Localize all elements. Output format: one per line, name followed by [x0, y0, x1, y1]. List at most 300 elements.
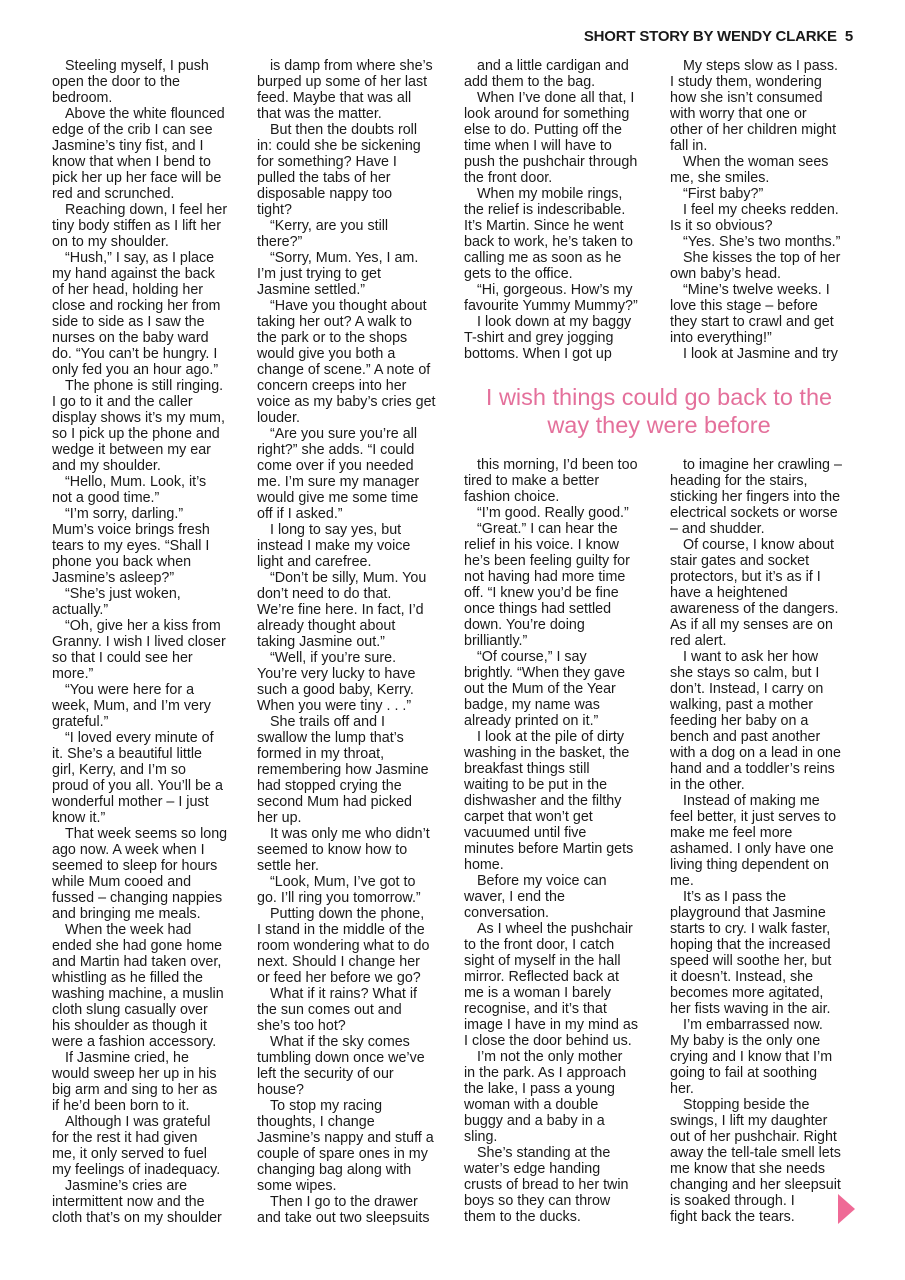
text-line: bench and past another [670, 729, 821, 745]
text-line: tumbling down once we’ve [257, 1050, 425, 1066]
text-line: intermittent now and the [52, 1194, 205, 1210]
text-column-1 [52, 58, 234, 1228]
paragraph [257, 874, 439, 906]
text-line: “I’m sorry, darling.” [65, 506, 184, 522]
text-line: swings, I lift my daughter [670, 1113, 828, 1129]
text-line: how she isn’t consumed [670, 90, 823, 106]
paragraph [670, 186, 852, 202]
text-line: her. [670, 1081, 694, 1097]
text-line: waiting to be put in the [464, 777, 608, 793]
text-line: I want to ask her how [683, 649, 819, 665]
text-line: Then I go to the drawer [270, 1194, 418, 1210]
text-line: vacuumed until five [464, 825, 587, 841]
text-line: T-shirt and grey jogging [464, 330, 614, 346]
page-number: 5 [844, 28, 853, 45]
text-line: and a little cardigan and [477, 58, 629, 74]
paragraph [257, 122, 439, 218]
text-line: pulled the tabs of her [257, 170, 391, 186]
paragraph [257, 298, 439, 426]
text-line: already printed on it.” [464, 713, 599, 729]
paragraph [464, 186, 646, 282]
text-line: favourite Yummy Mummy?” [464, 298, 638, 314]
text-line: me, she smiles. [670, 170, 770, 186]
text-line: me. I’m sure my manager [257, 474, 420, 490]
text-line: concern creeps into her [257, 378, 407, 394]
text-line: tears to my eyes. “Shall I [52, 538, 210, 554]
text-line: taking Jasmine out.” [257, 634, 385, 650]
text-line: My steps slow as I pass. [683, 58, 838, 74]
text-line: in: could she be sickening [257, 138, 421, 154]
paragraph [52, 1050, 234, 1114]
text-line: louder. [257, 410, 300, 426]
text-line: with worry that one or [670, 106, 807, 122]
text-line: cloth slung casually over [52, 1002, 208, 1018]
text-line: I close the door behind us. [464, 1033, 632, 1049]
text-line: would give me some time [257, 490, 419, 506]
text-line: cloth that’s on my shoulder [52, 1210, 222, 1226]
paragraph [464, 1049, 646, 1145]
text-line: She kisses the top of her [683, 250, 841, 266]
text-line: “Have you thought about [270, 298, 427, 314]
text-line: As I wheel the pushchair [477, 921, 633, 937]
text-line: “Sorry, Mum. Yes, I am. [270, 250, 419, 266]
text-line: The phone is still ringing. [65, 378, 224, 394]
paragraph [257, 570, 439, 650]
text-line: disposable nappy too [257, 186, 393, 202]
text-line: home. [464, 857, 504, 873]
text-line: She’s standing at the [477, 1145, 611, 1161]
text-line: crying and I know that I’m [670, 1049, 833, 1065]
paragraph [257, 1098, 439, 1194]
text-line: once things had settled [464, 601, 612, 617]
paragraph [52, 106, 234, 202]
text-line: add them to the bag. [464, 74, 596, 90]
text-line: bedroom. [52, 90, 113, 106]
text-line: sight of myself in the hall [464, 953, 621, 969]
text-line: some wipes. [257, 1178, 337, 1194]
paragraph [257, 1194, 439, 1226]
text-line: in the park. As I approach [464, 1065, 627, 1081]
text-line: don’t need to do that. [257, 586, 392, 602]
text-line: and bringing me meals. [52, 906, 201, 922]
text-line: fussed – changing nappies [52, 890, 223, 906]
text-line: brilliantly.” [464, 633, 528, 649]
text-line: When my mobile rings, [477, 186, 623, 202]
text-line: that was the matter. [257, 106, 382, 122]
text-line: the sun comes out and [257, 1002, 402, 1018]
text-line: It was only me who didn’t [270, 826, 430, 842]
text-line: seemed to know how to [257, 842, 408, 858]
paragraph [52, 922, 234, 1050]
text-line: speed will soothe her, but [670, 953, 832, 969]
text-line: phone you back when [52, 554, 192, 570]
text-line: swallow the lump that’s [257, 730, 404, 746]
text-line: and Martin had taken over, [52, 954, 222, 970]
text-line: edge of the crib I can see [52, 122, 213, 138]
text-line: I look down at my baggy [477, 314, 632, 330]
paragraph [257, 58, 439, 122]
text-line: Jasmine settled.” [257, 282, 366, 298]
paragraph [52, 586, 234, 618]
text-line: proud of you all. You’ll be a [52, 778, 223, 794]
text-line: or feed her before we go? [257, 970, 421, 986]
text-line: I’m embarrassed now. [683, 1017, 823, 1033]
text-line: grateful.” [52, 714, 109, 730]
paragraph [670, 282, 852, 346]
text-line: them to the ducks. [464, 1209, 581, 1225]
text-line: fall in. [670, 138, 708, 154]
text-line: left the security of our [257, 1066, 394, 1082]
text-line: awareness of the dangers. [670, 601, 839, 617]
text-line: becomes more agitated, [670, 985, 824, 1001]
text-line: she’s too hot? [257, 1018, 346, 1034]
paragraph [670, 346, 852, 362]
text-line: going to fail at soothing [670, 1065, 818, 1081]
text-line: away the tell-tale smell lets [670, 1145, 841, 1161]
text-line: ago now. A week when I [52, 842, 205, 858]
text-line: pick her up her face will be [52, 170, 222, 186]
text-line: feel better, it just serves to [670, 809, 837, 825]
text-line: and my shoulder. [52, 458, 161, 474]
text-line: settle her. [257, 858, 319, 874]
paragraph [464, 729, 646, 873]
text-line: would sweep her up in his [52, 1066, 217, 1082]
text-line: time when I will have to [464, 138, 612, 154]
text-line: I feel my cheeks redden. [683, 202, 839, 218]
text-line: changing bag along with [257, 1162, 412, 1178]
text-line: dishwasher and the filthy [464, 793, 622, 809]
paragraph [52, 202, 234, 250]
text-line: “Look, Mum, I’ve got to [270, 874, 416, 890]
text-line: I look at Jasmine and try [683, 346, 838, 362]
text-line: Putting down the phone, [270, 906, 425, 922]
paragraph [464, 314, 646, 362]
text-line: right?” she adds. “I could [257, 442, 415, 458]
text-line: Jasmine’s tiny fist, and I [52, 138, 204, 154]
text-line: love this stage – before [670, 298, 818, 314]
text-line: hand and a toddler’s reins [670, 761, 835, 777]
text-line: remembering how Jasmine [257, 762, 429, 778]
text-line: playground that Jasmine [670, 905, 826, 921]
paragraph [257, 986, 439, 1034]
text-line: wedge it between my ear [52, 442, 211, 458]
text-line: conversation. [464, 905, 550, 921]
paragraph [464, 282, 646, 314]
text-line: nurses on the baby ward [52, 330, 209, 346]
text-line: and take out two sleepsuits [257, 1210, 430, 1226]
text-line: not having had more time [464, 569, 626, 585]
text-line: couple of spare ones in my [257, 1146, 428, 1162]
text-line: Jasmine’s cries are [65, 1178, 188, 1194]
paragraph [257, 906, 439, 986]
text-line: for something? Have I [257, 154, 397, 170]
text-line: image I have in my mind as [464, 1017, 639, 1033]
text-line: it doesn’t. Instead, she [670, 969, 814, 985]
paragraph [670, 889, 852, 1017]
text-line: Above the white flounced [65, 106, 225, 122]
text-column-3 [464, 58, 646, 362]
text-line: she stays so calm, but I [670, 665, 820, 681]
text-line: Granny. I wish I lived closer [52, 634, 226, 650]
text-line: know it.” [52, 810, 106, 826]
paragraph [670, 649, 852, 793]
text-line: “Oh, give her a kiss from [65, 618, 221, 634]
text-line: Is it so obvious? [670, 218, 773, 234]
text-line: When you were tiny . . .” [257, 698, 412, 714]
paragraph [52, 730, 234, 826]
text-line: change of scene.” A note of [257, 362, 431, 378]
paragraph [670, 793, 852, 889]
paragraph [257, 522, 439, 570]
text-line: out the Mum of the Year [464, 681, 616, 697]
text-line: close and rocking her from [52, 298, 221, 314]
text-line: not a good time.” [52, 490, 160, 506]
text-line: breakfast things still [464, 761, 590, 777]
text-line: tight? [257, 202, 292, 218]
text-line: hoping that the increased [670, 937, 831, 953]
text-line: Instead of making me [683, 793, 820, 809]
text-line: Before my voice can [477, 873, 607, 889]
paragraph [52, 826, 234, 922]
text-line: Mum’s voice brings fresh [52, 522, 210, 538]
text-line: to imagine her crawling – [683, 457, 842, 473]
text-line: back to work, he’s taken to [464, 234, 634, 250]
text-line: the relief is indescribable. [464, 202, 626, 218]
text-line: mirror. Reflected back at [464, 969, 619, 985]
text-line: tiny body stiffen as I lift her [52, 218, 222, 234]
text-line: waver, I end the [464, 889, 565, 905]
text-line: do. “You can’t be hungry. I [52, 346, 218, 362]
text-line: next. Should I change her [257, 954, 420, 970]
text-line: To stop my racing [270, 1098, 383, 1114]
text-line: relief in his voice. I know [464, 537, 619, 553]
text-line: to the front door, I catch [464, 937, 615, 953]
paragraph [464, 521, 646, 649]
text-line: instead I make my voice [257, 538, 411, 554]
text-line: thoughts, I change [257, 1114, 375, 1130]
text-line: calling me as soon as he [464, 250, 622, 266]
text-column-2 [257, 58, 439, 1228]
text-line: come over if you needed [257, 458, 414, 474]
text-line: I’m not the only mother [477, 1049, 623, 1065]
text-line: Steeling myself, I push [65, 58, 209, 74]
text-line: recognise, and it’s that [464, 1001, 607, 1017]
text-line: room wondering what to do [257, 938, 430, 954]
text-line: there?” [257, 234, 303, 250]
text-line: I stand in the middle of the [257, 922, 425, 938]
text-line: walking, past a mother [670, 697, 814, 713]
pull-quote-line: I wish things could go back to the [485, 384, 833, 410]
text-line: “Hi, gorgeous. How’s my [477, 282, 633, 298]
text-line: “First baby?” [683, 186, 764, 202]
text-line: sling. [464, 1129, 498, 1145]
text-line: girl, Kerry, and I’m so [52, 762, 187, 778]
text-line: out of her pushchair. Right [670, 1129, 837, 1145]
text-line: But then the doubts roll [270, 122, 418, 138]
text-line: “I loved every minute of [65, 730, 214, 746]
paragraph [670, 1017, 852, 1097]
paragraph [257, 218, 439, 250]
text-line: me is a woman I barely [464, 985, 611, 1001]
story-byline: SHORT STORY BY WENDY CLARKE [583, 28, 837, 45]
text-line: When I’ve done all that, I [477, 90, 635, 106]
text-line: starts to cry. I walk faster, [670, 921, 831, 937]
text-line: heading for the stairs, [670, 473, 808, 489]
text-line: Of course, I know about [683, 537, 834, 553]
text-line: Stopping beside the [683, 1097, 810, 1113]
text-line: they start to crawl and get [670, 314, 834, 330]
text-line: so that I could see her [52, 650, 193, 666]
text-line: I’m just trying to get [257, 266, 381, 282]
text-line: me know that she needs [670, 1161, 825, 1177]
text-line: fight back the tears. [670, 1209, 795, 1225]
text-line: I go to it and the caller [52, 394, 193, 410]
text-line: As if all my senses are on [670, 617, 833, 633]
paragraph [257, 714, 439, 826]
text-line: When the week had [65, 922, 192, 938]
text-line: house? [257, 1082, 304, 1098]
paragraph [464, 505, 646, 521]
text-line: taking her out? A walk to [257, 314, 412, 330]
text-line: “She’s just woken, [65, 586, 181, 602]
text-line: washing machine, a muslin [52, 986, 224, 1002]
paragraph [464, 873, 646, 921]
text-line: living thing dependent on [670, 857, 829, 873]
text-line: What if the sky comes [270, 1034, 410, 1050]
paragraph [52, 506, 234, 586]
text-line: brightly. “When they gave [464, 665, 626, 681]
text-line: My baby is the only one [670, 1033, 821, 1049]
paragraph [464, 649, 646, 729]
text-line: She trails off and I [270, 714, 385, 730]
text-line: “Don’t be silly, Mum. You [270, 570, 427, 586]
paragraph [52, 474, 234, 506]
text-line: It’s Martin. Since he went [464, 218, 624, 234]
pull-quote [464, 383, 854, 439]
paragraph [52, 1114, 234, 1178]
paragraph [670, 58, 852, 154]
text-line: down. You’re doing [464, 617, 585, 633]
text-line: go. I’ll ring you tomorrow.” [257, 890, 421, 906]
text-line: bottoms. When I got up [464, 346, 612, 362]
text-line: Although I was grateful [65, 1114, 211, 1130]
text-line: while Mum cooed and [52, 874, 192, 890]
text-line: You’re very lucky to have [257, 666, 416, 682]
paragraph [670, 234, 852, 250]
text-line: her fists waving in the air. [670, 1001, 831, 1017]
text-line: boys so they can throw [464, 1193, 611, 1209]
paragraph [52, 618, 234, 682]
text-line: water’s edge handing [464, 1161, 601, 1177]
text-line: changing and her sleepsuit [670, 1177, 841, 1193]
text-line: “Hello, Mum. Look, it’s [65, 474, 207, 490]
text-line: whistling as he filled the [52, 970, 203, 986]
text-line: his shoulder as though it [52, 1018, 207, 1034]
text-line: other of her children might [670, 122, 837, 138]
paragraph [670, 537, 852, 649]
text-line: the park or to the shops [257, 330, 408, 346]
paragraph [670, 154, 852, 186]
text-line: “Kerry, are you still [270, 218, 389, 234]
text-line: push the pushchair through [464, 154, 638, 170]
text-line: her up. [257, 810, 302, 826]
paragraph [257, 250, 439, 298]
text-line: feeding her baby on a [670, 713, 809, 729]
text-line: know that when I bend to [52, 154, 211, 170]
text-line: had stopped crying the [257, 778, 402, 794]
text-line: my hand against the back [52, 266, 215, 282]
text-line: tired to make a better [464, 473, 600, 489]
text-line: Jasmine’s nappy and stuff a [257, 1130, 434, 1146]
paragraph [670, 1097, 852, 1225]
text-line: big arm and sing to her as [52, 1082, 218, 1098]
text-line: only fed you an hour ago.” [52, 362, 219, 378]
text-line: badge, my name was [464, 697, 600, 713]
text-line: were a fashion accessory. [52, 1034, 217, 1050]
text-line: me. [670, 873, 694, 889]
text-line: he’s been feeling guilty for [464, 553, 630, 569]
text-line: gets to the office. [464, 266, 573, 282]
paragraph [464, 921, 646, 1049]
text-line: burped up some of her last [257, 74, 428, 90]
text-line: such a good baby, Kerry. [257, 682, 414, 698]
text-line: I long to say yes, but [270, 522, 402, 538]
text-line: this morning, I’d been too [477, 457, 638, 473]
text-line: woman with a double [464, 1097, 599, 1113]
text-line: It’s as I pass the [683, 889, 787, 905]
text-line: stair gates and socket [670, 553, 810, 569]
text-line: look around for something [464, 106, 630, 122]
text-line: When the woman sees [683, 154, 829, 170]
text-line: If Jasmine cried, he [65, 1050, 189, 1066]
text-line: “Hush,” I say, as I place [65, 250, 215, 266]
paragraph [52, 250, 234, 378]
paragraph [257, 1034, 439, 1098]
text-line: formed in my throat, [257, 746, 385, 762]
paragraph [52, 58, 234, 106]
text-line: crusts of bread to her twin [464, 1177, 629, 1193]
text-line: open the door to the [52, 74, 180, 90]
text-line: with a dog on a lead in one [670, 745, 841, 761]
paragraph [257, 426, 439, 522]
text-line: the front door. [464, 170, 553, 186]
paragraph [464, 457, 646, 505]
text-line: I study them, wondering [670, 74, 822, 90]
text-line: off if I asked.” [257, 506, 343, 522]
text-line: ended she had gone home [52, 938, 223, 954]
text-line: I look at the pile of dirty [477, 729, 625, 745]
text-line: carpet that won’t get [464, 809, 593, 825]
text-line: fashion choice. [464, 489, 560, 505]
text-line: into everything!” [670, 330, 772, 346]
text-line: would give you both a [257, 346, 396, 362]
text-line: wonderful mother – I just [52, 794, 209, 810]
text-line: voice as my baby’s cries get [257, 394, 436, 410]
text-line: my feelings of inadequacy. [52, 1162, 221, 1178]
text-line: minutes before Martin gets [464, 841, 634, 857]
text-line: “Of course,” I say [477, 649, 587, 665]
text-line: That week seems so long [65, 826, 228, 842]
text-column-4 [670, 58, 852, 362]
text-line: seemed to sleep for hours [52, 858, 218, 874]
text-line: off. “I knew you’d be fine [464, 585, 619, 601]
text-line: “You were here for a [65, 682, 195, 698]
paragraph [52, 682, 234, 730]
text-line: buggy and a baby in a [464, 1113, 605, 1129]
text-line: Jasmine’s asleep?” [52, 570, 175, 586]
text-line: is damp from where she’s [270, 58, 433, 74]
paragraph [464, 58, 646, 90]
